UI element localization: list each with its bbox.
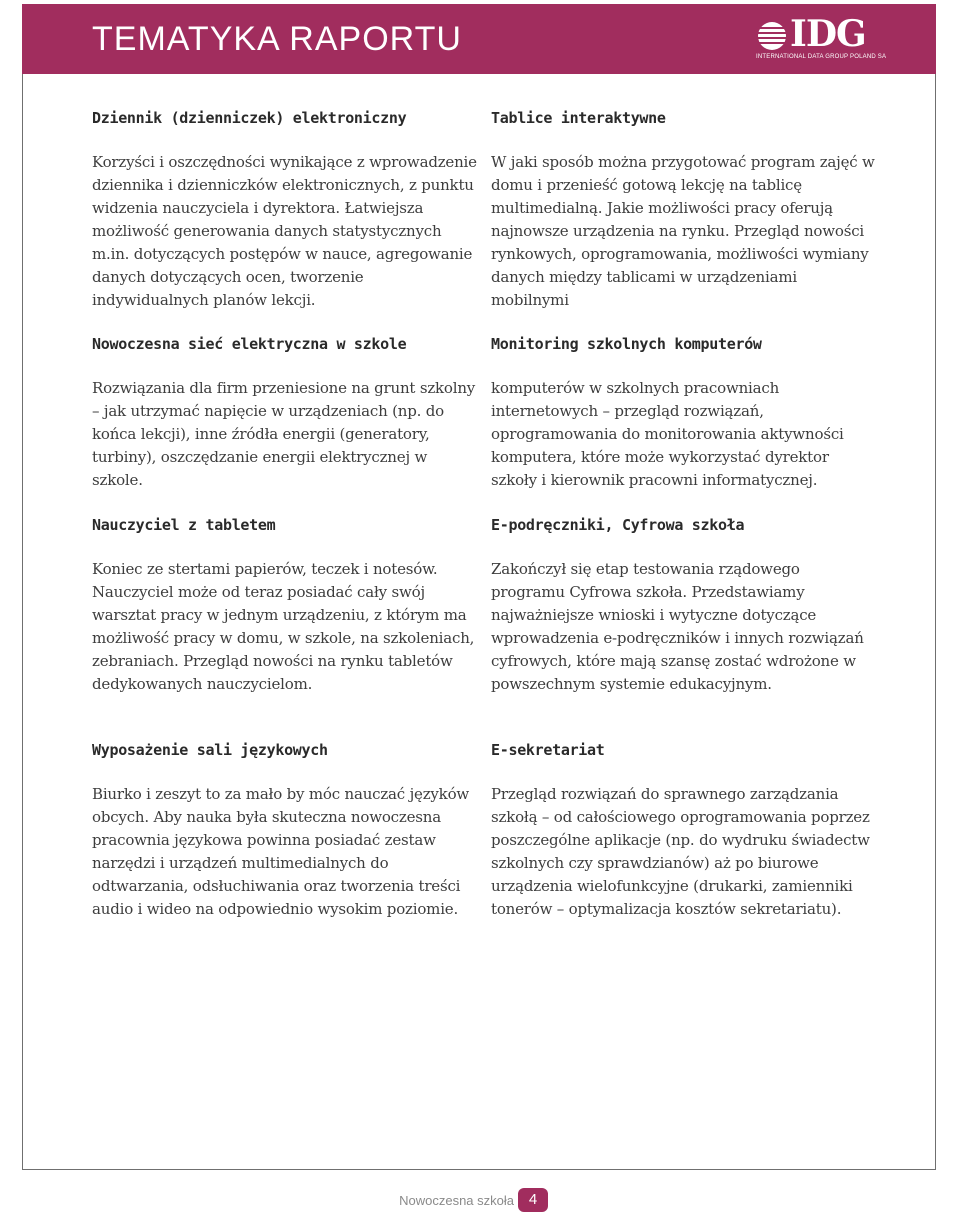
page-number-badge: 4: [518, 1188, 548, 1212]
section-esekretariat: [491, 740, 876, 921]
report-header: [22, 4, 936, 74]
page-footer: [399, 1188, 548, 1212]
section-heading: Tablice interaktywne: [491, 109, 666, 127]
logo-subtitle: INTERNATIONAL DATA GROUP POLAND SA: [756, 54, 887, 60]
section-epodreczniki: [491, 515, 876, 696]
section-heading: E-sekretariat: [491, 741, 605, 759]
section-tablice: [491, 108, 876, 312]
section-body: Zakończył się etap testowania rządowego programu Cyfrowa szkoła. Przedstawiamy najważniejsze wnioski i wytyczne dotyczące wprowadzenia e-podręczników i innych rozwiązań cyfrowych, które mają szansę zostać wdrożone w powszechnym systemie edukacyjnym.: [491, 560, 864, 693]
section-heading: Dziennik (dzienniczek) elektroniczny: [92, 109, 407, 127]
section-jezykowe: [92, 740, 477, 921]
section-body: Rozwiązania dla firm przeniesione na grunt szkolny – jak utrzymać napięcie w urządzeniach (np. do końca lekcji), inne źródła energii (generatory, turbiny), oszczędzanie energii elektrycznej w szkole.: [92, 379, 476, 489]
globe-icon: [756, 20, 788, 52]
section-siec: [92, 334, 477, 492]
section-body: W jaki sposób można przygotować program zajęć w domu i przenieść gotową lekcję na tablicę multimedialną. Jakie możliwości pracy oferują najnowsze urządzenia na rynku. Przegląd nowości rynkowych, oprogramowania, możliwości wymiany danych między tablicami w urządzeniami mobilnymi: [491, 153, 875, 309]
page-title: TEMATYKA RAPORTU: [92, 20, 462, 58]
section-monitoring: [491, 334, 876, 492]
section-heading: Nowoczesna sieć elektryczna w szkole: [92, 335, 407, 353]
section-heading: Wyposażenie sali językowych: [92, 741, 328, 759]
idg-logo: [756, 13, 887, 62]
footer-label: Nowoczesna szkoła: [399, 1192, 514, 1208]
section-body: komputerów w szkolnych pracowniach internetowych – przegląd rozwiązań, oprogramowania do monitorowania aktywności komputera, które może wykorzystać dyrektor szkoły i kierownik pracowni informatycznej.: [491, 379, 844, 489]
section-tablet: [92, 515, 477, 696]
section-dziennik: [92, 108, 477, 312]
logo-wordmark: IDG: [790, 13, 866, 55]
section-heading: E-podręczniki, Cyfrowa szkoła: [491, 516, 745, 534]
section-body: Koniec ze stertami papierów, teczek i notesów. Nauczyciel może od teraz posiadać cały swój warsztat pracy w jednym urządzeniu, z którym ma możliwość pracy w domu, w szkole, na szkoleniach, zebraniach. Przegląd nowości na rynku tabletów dedykowanych nauczycielom.: [92, 560, 475, 693]
section-body: Przegląd rozwiązań do sprawnego zarządzania szkołą – od całościowego oprogramowania poprzez poszczególne aplikacje (np. do wydruku świadectw szkolnych czy sprawdzianów) aż po biurowe urządzenia wielofunkcyjne (drukarki, zamienniki tonerów – optymalizacja kosztów sekretariatu).: [491, 785, 870, 918]
section-heading: Monitoring szkolnych komputerów: [491, 335, 762, 353]
section-body: Biurko i zeszyt to za mało by móc nauczać języków obcych. Aby nauka była skuteczna nowoczesna pracownia językowa powinna posiadać zestaw narzędzi i urządzeń multimedialnych do odtwarzania, odsłuchiwania oraz tworzenia treści audio i wideo na odpowiednio wysokim poziomie.: [92, 785, 470, 918]
section-body: Korzyści i oszczędności wynikające z wprowadzenie dziennika i dzienniczków elektronicznych, z punktu widzenia nauczyciela i dyrektora. Łatwiejsza możliwość generowania danych statystycznych m.in. dotyczących postępów w nauce, agregowanie danych dotyczących ocen, tworzenie indywidualnych planów lekcji.: [92, 153, 477, 309]
section-heading: Nauczyciel z tabletem: [92, 516, 276, 534]
